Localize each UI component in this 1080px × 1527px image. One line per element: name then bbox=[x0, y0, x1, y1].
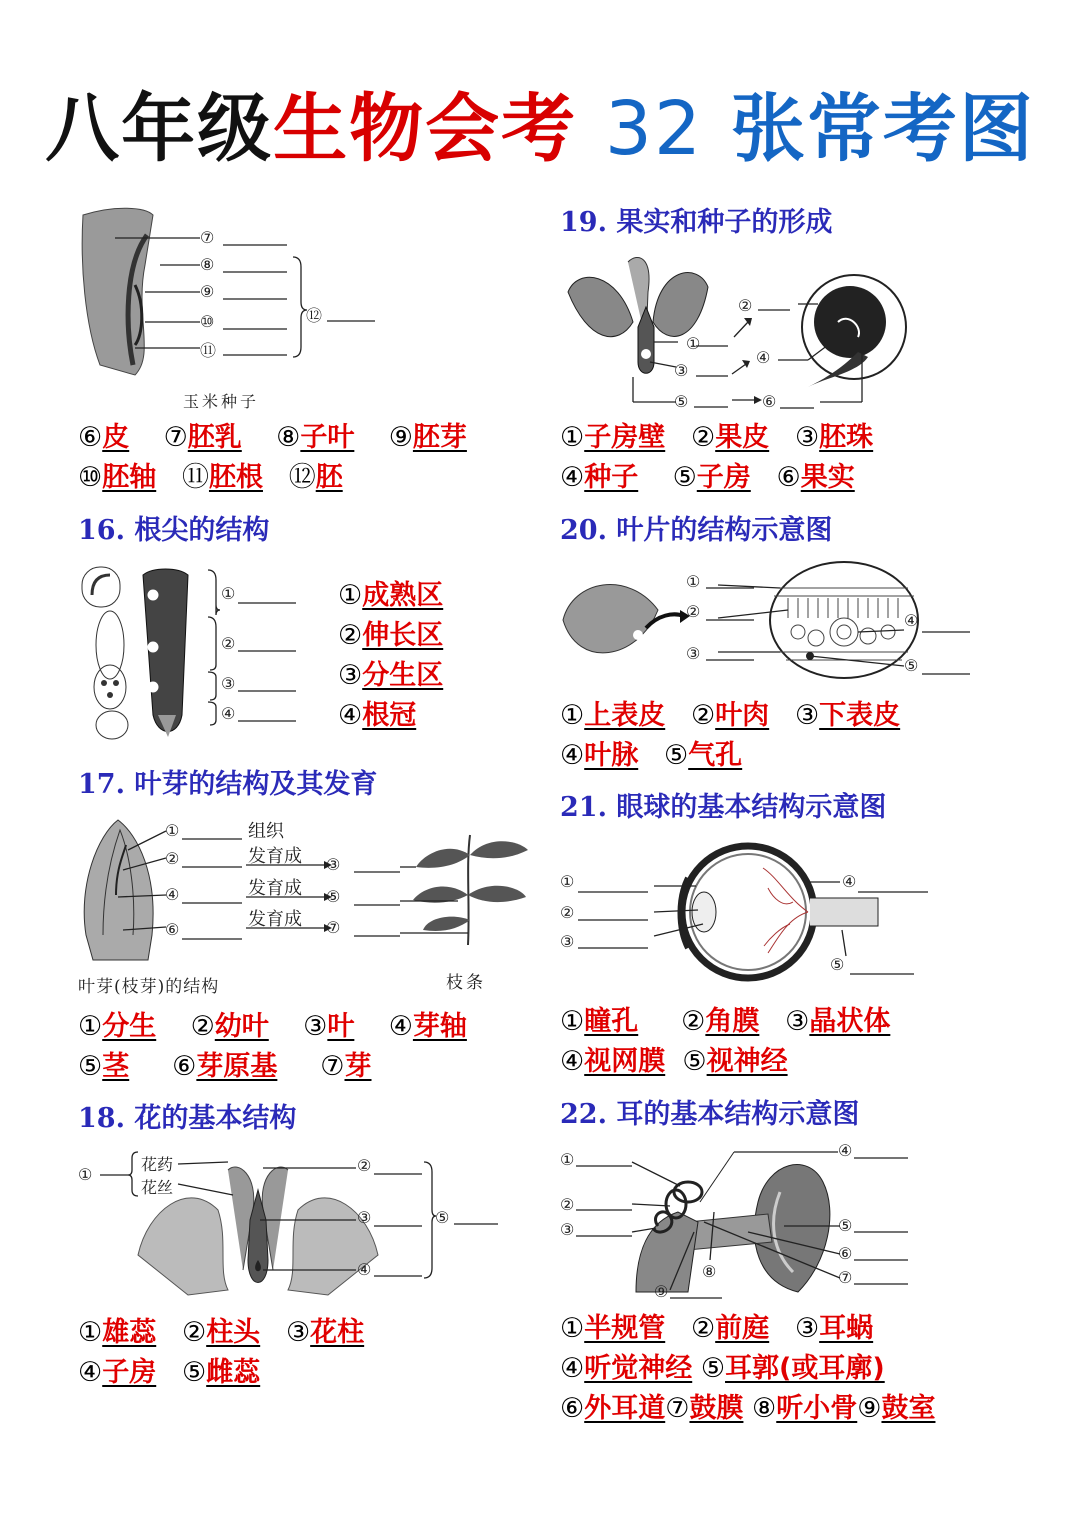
section-19-heading: 19. 果实和种子的形成 bbox=[560, 207, 833, 238]
section-20-heading: 20. 叶片的结构示意图 bbox=[560, 515, 833, 546]
eye-answer-row-1: ①瞳孔 ②角膜 ③晶状体 bbox=[560, 1006, 891, 1037]
ear-mark-1: ① bbox=[560, 1150, 575, 1169]
eye-mark-3: ③ bbox=[560, 932, 575, 951]
fruit-mark-5: ⑤ bbox=[674, 392, 689, 411]
corn-mark-8: ⑧ bbox=[200, 255, 215, 274]
bud-mark-2: ② bbox=[165, 849, 180, 868]
title-grade: 八年级 bbox=[45, 86, 274, 172]
eye-mark-4: ④ bbox=[842, 872, 857, 891]
root-mark-2: ② bbox=[221, 634, 236, 653]
root-tip-diagram bbox=[78, 565, 318, 740]
root-mark-1: ① bbox=[221, 584, 236, 603]
section-22-heading: 22. 耳的基本结构示意图 bbox=[560, 1099, 860, 1130]
corn-seed-diagram bbox=[75, 205, 405, 375]
bud-label-develop-3: 发育成 bbox=[248, 909, 302, 930]
bud-mark-1: ① bbox=[165, 821, 180, 840]
section-16-heading: 16. 根尖的结构 bbox=[78, 515, 270, 546]
corn-mark-7: ⑦ bbox=[200, 228, 215, 247]
bud-label-tissue: 组织 bbox=[248, 821, 284, 842]
ear-mark-9: ⑨ bbox=[654, 1282, 669, 1301]
ear-answer-row-3: ⑥外耳道⑦鼓膜 ⑧听小骨⑨鼓室 bbox=[560, 1393, 936, 1424]
corn-mark-10: ⑩ bbox=[200, 312, 215, 331]
section-18-heading: 18. 花的基本结构 bbox=[78, 1103, 297, 1134]
bud-label-develop-2: 发育成 bbox=[248, 878, 302, 899]
root-mark-3: ③ bbox=[221, 674, 236, 693]
bud-answer-row-1: ①分生 ②幼叶 ③叶 ④芽轴 bbox=[78, 1011, 467, 1042]
bud-caption-right: 枝条 bbox=[446, 973, 486, 993]
bud-answer-row-2: ⑤茎 ⑥芽原基 ⑦芽 bbox=[78, 1051, 372, 1082]
corn-answer-row-2: ⑩胚轴 ⑪胚根 ⑫胚 bbox=[78, 462, 343, 493]
fruit-answer-row-1: ①子房壁 ②果皮 ③胚珠 bbox=[560, 422, 874, 453]
bud-mark-4: ④ bbox=[165, 885, 180, 904]
leaf-answer-row-2: ④叶脉 ⑤气孔 bbox=[560, 740, 743, 771]
leaf-mark-2: ② bbox=[686, 602, 701, 621]
flower-mark-1: ① bbox=[78, 1165, 93, 1184]
corn-mark-11: ⑪ bbox=[200, 341, 217, 360]
ear-answer-row-1: ①半规管 ②前庭 ③耳蜗 bbox=[560, 1313, 874, 1344]
eye-answer-row-2: ④视网膜 ⑤视神经 bbox=[560, 1046, 788, 1077]
root-answer-4: ④根冠 bbox=[338, 700, 417, 731]
root-answer-3: ③分生区 bbox=[338, 660, 444, 691]
flower-mark-3: ③ bbox=[357, 1208, 372, 1227]
title-count: 32 bbox=[604, 86, 704, 172]
section-21-heading: 21. 眼球的基本结构示意图 bbox=[560, 792, 887, 823]
bud-caption-left: 叶芽(枝芽)的结构 bbox=[78, 977, 220, 997]
flower-label-anther: 花药 bbox=[141, 1155, 174, 1174]
ear-diagram bbox=[558, 1142, 918, 1302]
fruit-answer-row-2: ④种子 ⑤子房 ⑥果实 bbox=[560, 462, 855, 493]
bud-mark-7: ⑦ bbox=[326, 918, 341, 937]
root-answer-2: ②伸长区 bbox=[338, 620, 444, 651]
flower-mark-2: ② bbox=[357, 1156, 372, 1175]
root-mark-4: ④ bbox=[221, 704, 236, 723]
bud-mark-6: ⑥ bbox=[165, 920, 180, 939]
ear-mark-3: ③ bbox=[560, 1220, 575, 1239]
leaf-mark-1: ① bbox=[686, 572, 701, 591]
root-answer-1: ①成熟区 bbox=[338, 580, 444, 611]
flower-mark-4: ④ bbox=[357, 1260, 372, 1279]
leaf-mark-5: ⑤ bbox=[904, 656, 919, 675]
corn-answer-row-1: ⑥皮 ⑦胚乳 ⑧子叶 ⑨胚芽 bbox=[78, 422, 467, 453]
flower-answer-row-2: ④子房 ⑤雌蕊 bbox=[78, 1357, 261, 1388]
fruit-mark-3: ③ bbox=[674, 361, 689, 380]
corn-mark-12: ⑫ bbox=[306, 306, 323, 325]
ear-mark-2: ② bbox=[560, 1195, 575, 1214]
fruit-formation-diagram bbox=[558, 252, 928, 417]
fruit-mark-6: ⑥ bbox=[762, 392, 777, 411]
eye-mark-1: ① bbox=[560, 872, 575, 891]
ear-mark-6: ⑥ bbox=[838, 1244, 853, 1263]
flower-mark-5: ⑤ bbox=[435, 1208, 450, 1227]
ear-mark-5: ⑤ bbox=[838, 1216, 853, 1235]
ear-mark-7: ⑦ bbox=[838, 1268, 853, 1287]
eye-diagram bbox=[558, 838, 938, 988]
leaf-mark-3: ③ bbox=[686, 644, 701, 663]
section-17-heading: 17. 叶芽的结构及其发育 bbox=[78, 769, 378, 800]
ear-mark-8: ⑧ bbox=[702, 1262, 717, 1281]
ear-mark-4: ④ bbox=[838, 1141, 853, 1160]
page-title bbox=[0, 86, 1080, 172]
bud-mark-5: ⑤ bbox=[326, 887, 341, 906]
fruit-mark-4: ④ bbox=[756, 348, 771, 367]
corn-caption: 玉米种子 bbox=[183, 392, 260, 411]
corn-mark-9: ⑨ bbox=[200, 282, 215, 301]
title-suffix: 张常考图 bbox=[730, 86, 1035, 172]
leaf-bud-diagram bbox=[78, 815, 538, 965]
title-subject: 生物会考 bbox=[273, 86, 578, 172]
fruit-mark-1: ① bbox=[686, 334, 701, 353]
flower-answer-row-1: ①雄蕊 ②柱头 ③花柱 bbox=[78, 1317, 365, 1348]
leaf-answer-row-1: ①上表皮 ②叶肉 ③下表皮 bbox=[560, 700, 901, 731]
fruit-mark-2: ② bbox=[738, 296, 753, 315]
eye-mark-2: ② bbox=[560, 903, 575, 922]
leaf-mark-4: ④ bbox=[904, 611, 919, 630]
bud-label-develop-1: 发育成 bbox=[248, 846, 302, 867]
flower-label-filament: 花丝 bbox=[141, 1178, 174, 1197]
bud-mark-3: ③ bbox=[326, 855, 341, 874]
eye-mark-5: ⑤ bbox=[830, 955, 845, 974]
ear-answer-row-2: ④听觉神经 ⑤耳郭(或耳廓) bbox=[560, 1353, 885, 1384]
